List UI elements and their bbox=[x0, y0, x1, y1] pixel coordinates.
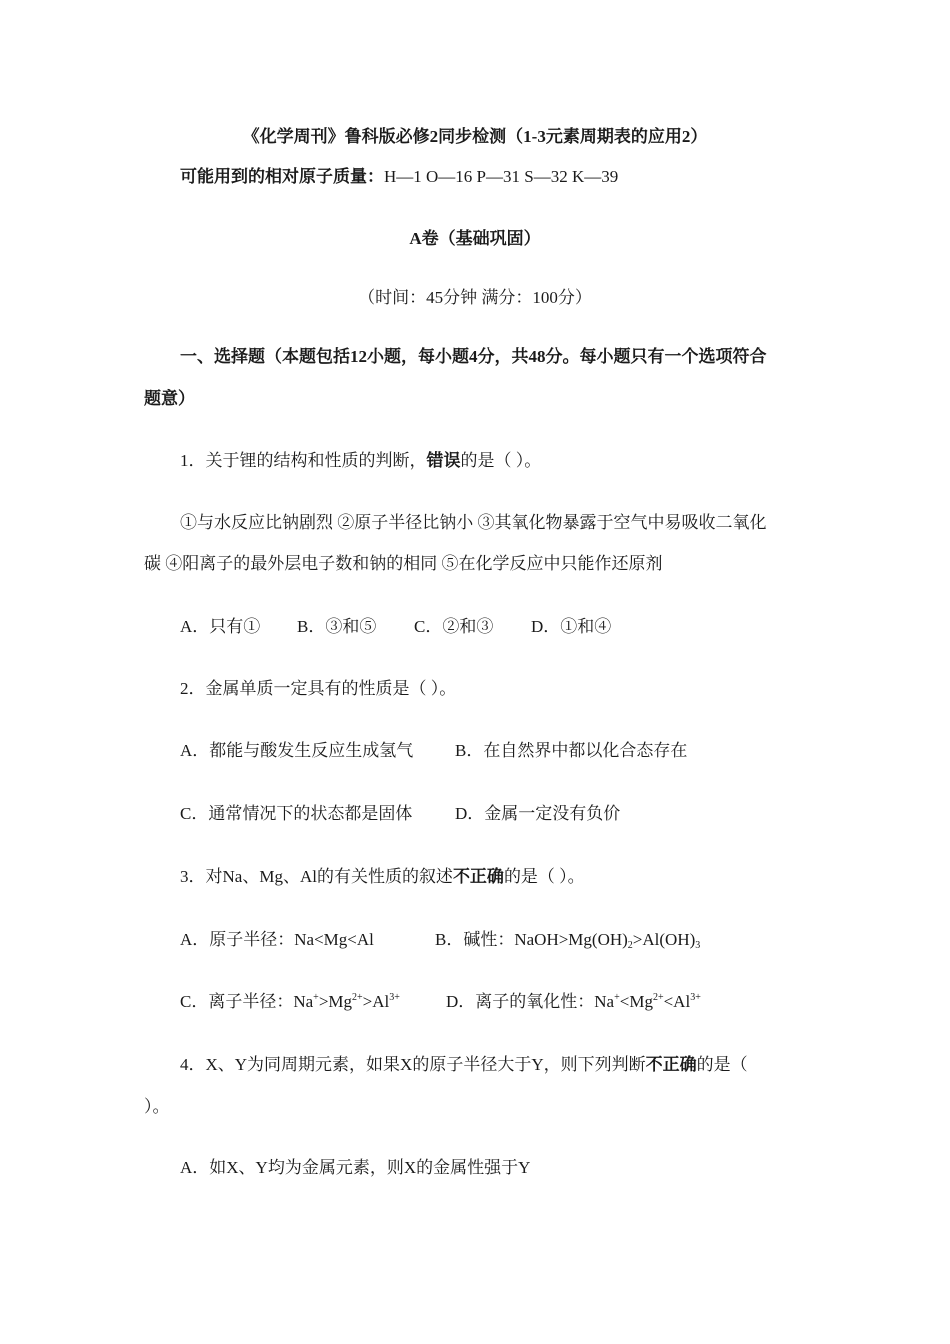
q1-option-c: C．②和③ bbox=[414, 617, 494, 636]
q3-stem-emphasis: 不正确 bbox=[452, 867, 504, 886]
q3-option-d-mid2: <Al bbox=[663, 992, 691, 1011]
q2-stem: 2．金属单质一定具有的性质是（ ）。 bbox=[180, 679, 457, 698]
q3-option-b-mid: >Al(OH) bbox=[632, 930, 696, 949]
q3-option-d-sup2: 2+ bbox=[652, 992, 664, 1003]
q3-stem bbox=[180, 866, 585, 888]
q4-stem-line2: ）。 bbox=[144, 1097, 170, 1116]
q3-option-c-sup2: 2+ bbox=[352, 992, 363, 1003]
q2-option-b: B．在自然界中都以化合态存在 bbox=[455, 741, 688, 760]
q3-option-b bbox=[435, 929, 700, 951]
q1-option-b: B．③和⑤ bbox=[297, 617, 377, 636]
section-heading-line2: 题意） bbox=[144, 389, 195, 408]
q3-option-c-mid1: >Mg bbox=[318, 992, 353, 1011]
paper-title: A卷（基础巩固） bbox=[409, 229, 541, 248]
q2-option-a: A．都能与酸发生反应生成氢气 bbox=[180, 741, 414, 760]
q3-option-c-sup3: 3+ bbox=[389, 992, 400, 1003]
q4-option-a: A．如X、Y均为金属元素，则X的金属性强于Y bbox=[180, 1158, 531, 1177]
q1-stem-post: 的是（ ）。 bbox=[460, 451, 542, 470]
q1-stem-pre: 1．关于锂的结构和性质的判断， bbox=[180, 451, 427, 470]
q4-stem-pre: 4．X、Y为同周期元素，如果X的原子半径大于Y，则下列判断 bbox=[180, 1055, 646, 1074]
time-info: （时间：45分钟 满分：100分） bbox=[358, 288, 592, 307]
q2-option-d: D．金属一定没有负价 bbox=[455, 804, 621, 823]
q3-stem-post: 的是（ ）。 bbox=[503, 867, 585, 886]
q3-stem-pre: 3．对Na、Mg、Al的有关性质的叙述 bbox=[180, 867, 453, 886]
q4-stem-post: 的是（ bbox=[696, 1055, 748, 1074]
q3-option-c-text: C．离子半径：Na bbox=[180, 992, 314, 1011]
q3-option-c-mid2: >Al bbox=[362, 992, 390, 1011]
q3-option-d-sup3: 3+ bbox=[690, 992, 701, 1003]
q3-option-b-text: B．碱性：NaOH>Mg(OH) bbox=[435, 930, 628, 949]
atomic-masses-label: 可能用到的相对原子质量： bbox=[180, 167, 384, 186]
q3-option-d-sup1: + bbox=[614, 992, 620, 1003]
q1-option-a: A．只有① bbox=[180, 617, 261, 636]
q3-option-a: A．原子半径：Na<Mg<Al bbox=[180, 930, 374, 949]
q4-stem-emphasis: 不正确 bbox=[645, 1055, 697, 1074]
q1-option-d: D．①和④ bbox=[531, 617, 612, 636]
q4-stem bbox=[180, 1054, 748, 1076]
document-title: 《化学周刊》鲁科版必修2同步检测（1-3元素周期表的应用2） bbox=[242, 127, 708, 146]
q3-option-b-sub1: 2 bbox=[627, 940, 633, 951]
q3-option-d-mid1: <Mg bbox=[619, 992, 653, 1011]
q1-stem-emphasis: 错误 bbox=[426, 451, 461, 470]
q2-option-c: C．通常情况下的状态都是固体 bbox=[180, 804, 413, 823]
q1-stem bbox=[180, 450, 541, 472]
q3-option-d bbox=[446, 991, 701, 1013]
q3-option-c-sup1: + bbox=[313, 992, 319, 1003]
atomic-masses-values: H—1 O—16 P—31 S—32 K—39 bbox=[384, 167, 619, 186]
section-heading-line1: 一、选择题（本题包括12小题，每小题4分，共48分。每小题只有一个选项符合 bbox=[180, 347, 767, 366]
q3-option-d-text: D．离子的氧化性：Na bbox=[446, 992, 615, 1011]
q3-option-c bbox=[180, 991, 400, 1013]
atomic-masses-line bbox=[180, 166, 618, 188]
q3-option-b-sub2: 3 bbox=[695, 940, 701, 951]
q1-items-line1: ①与水反应比钠剧烈 ②原子半径比钠小 ③其氧化物暴露于空气中易吸收二氧化 bbox=[180, 513, 767, 532]
q1-items-line2: 碳 ④阳离子的最外层电子数和钠的相同 ⑤在化学反应中只能作还原剂 bbox=[144, 554, 663, 573]
